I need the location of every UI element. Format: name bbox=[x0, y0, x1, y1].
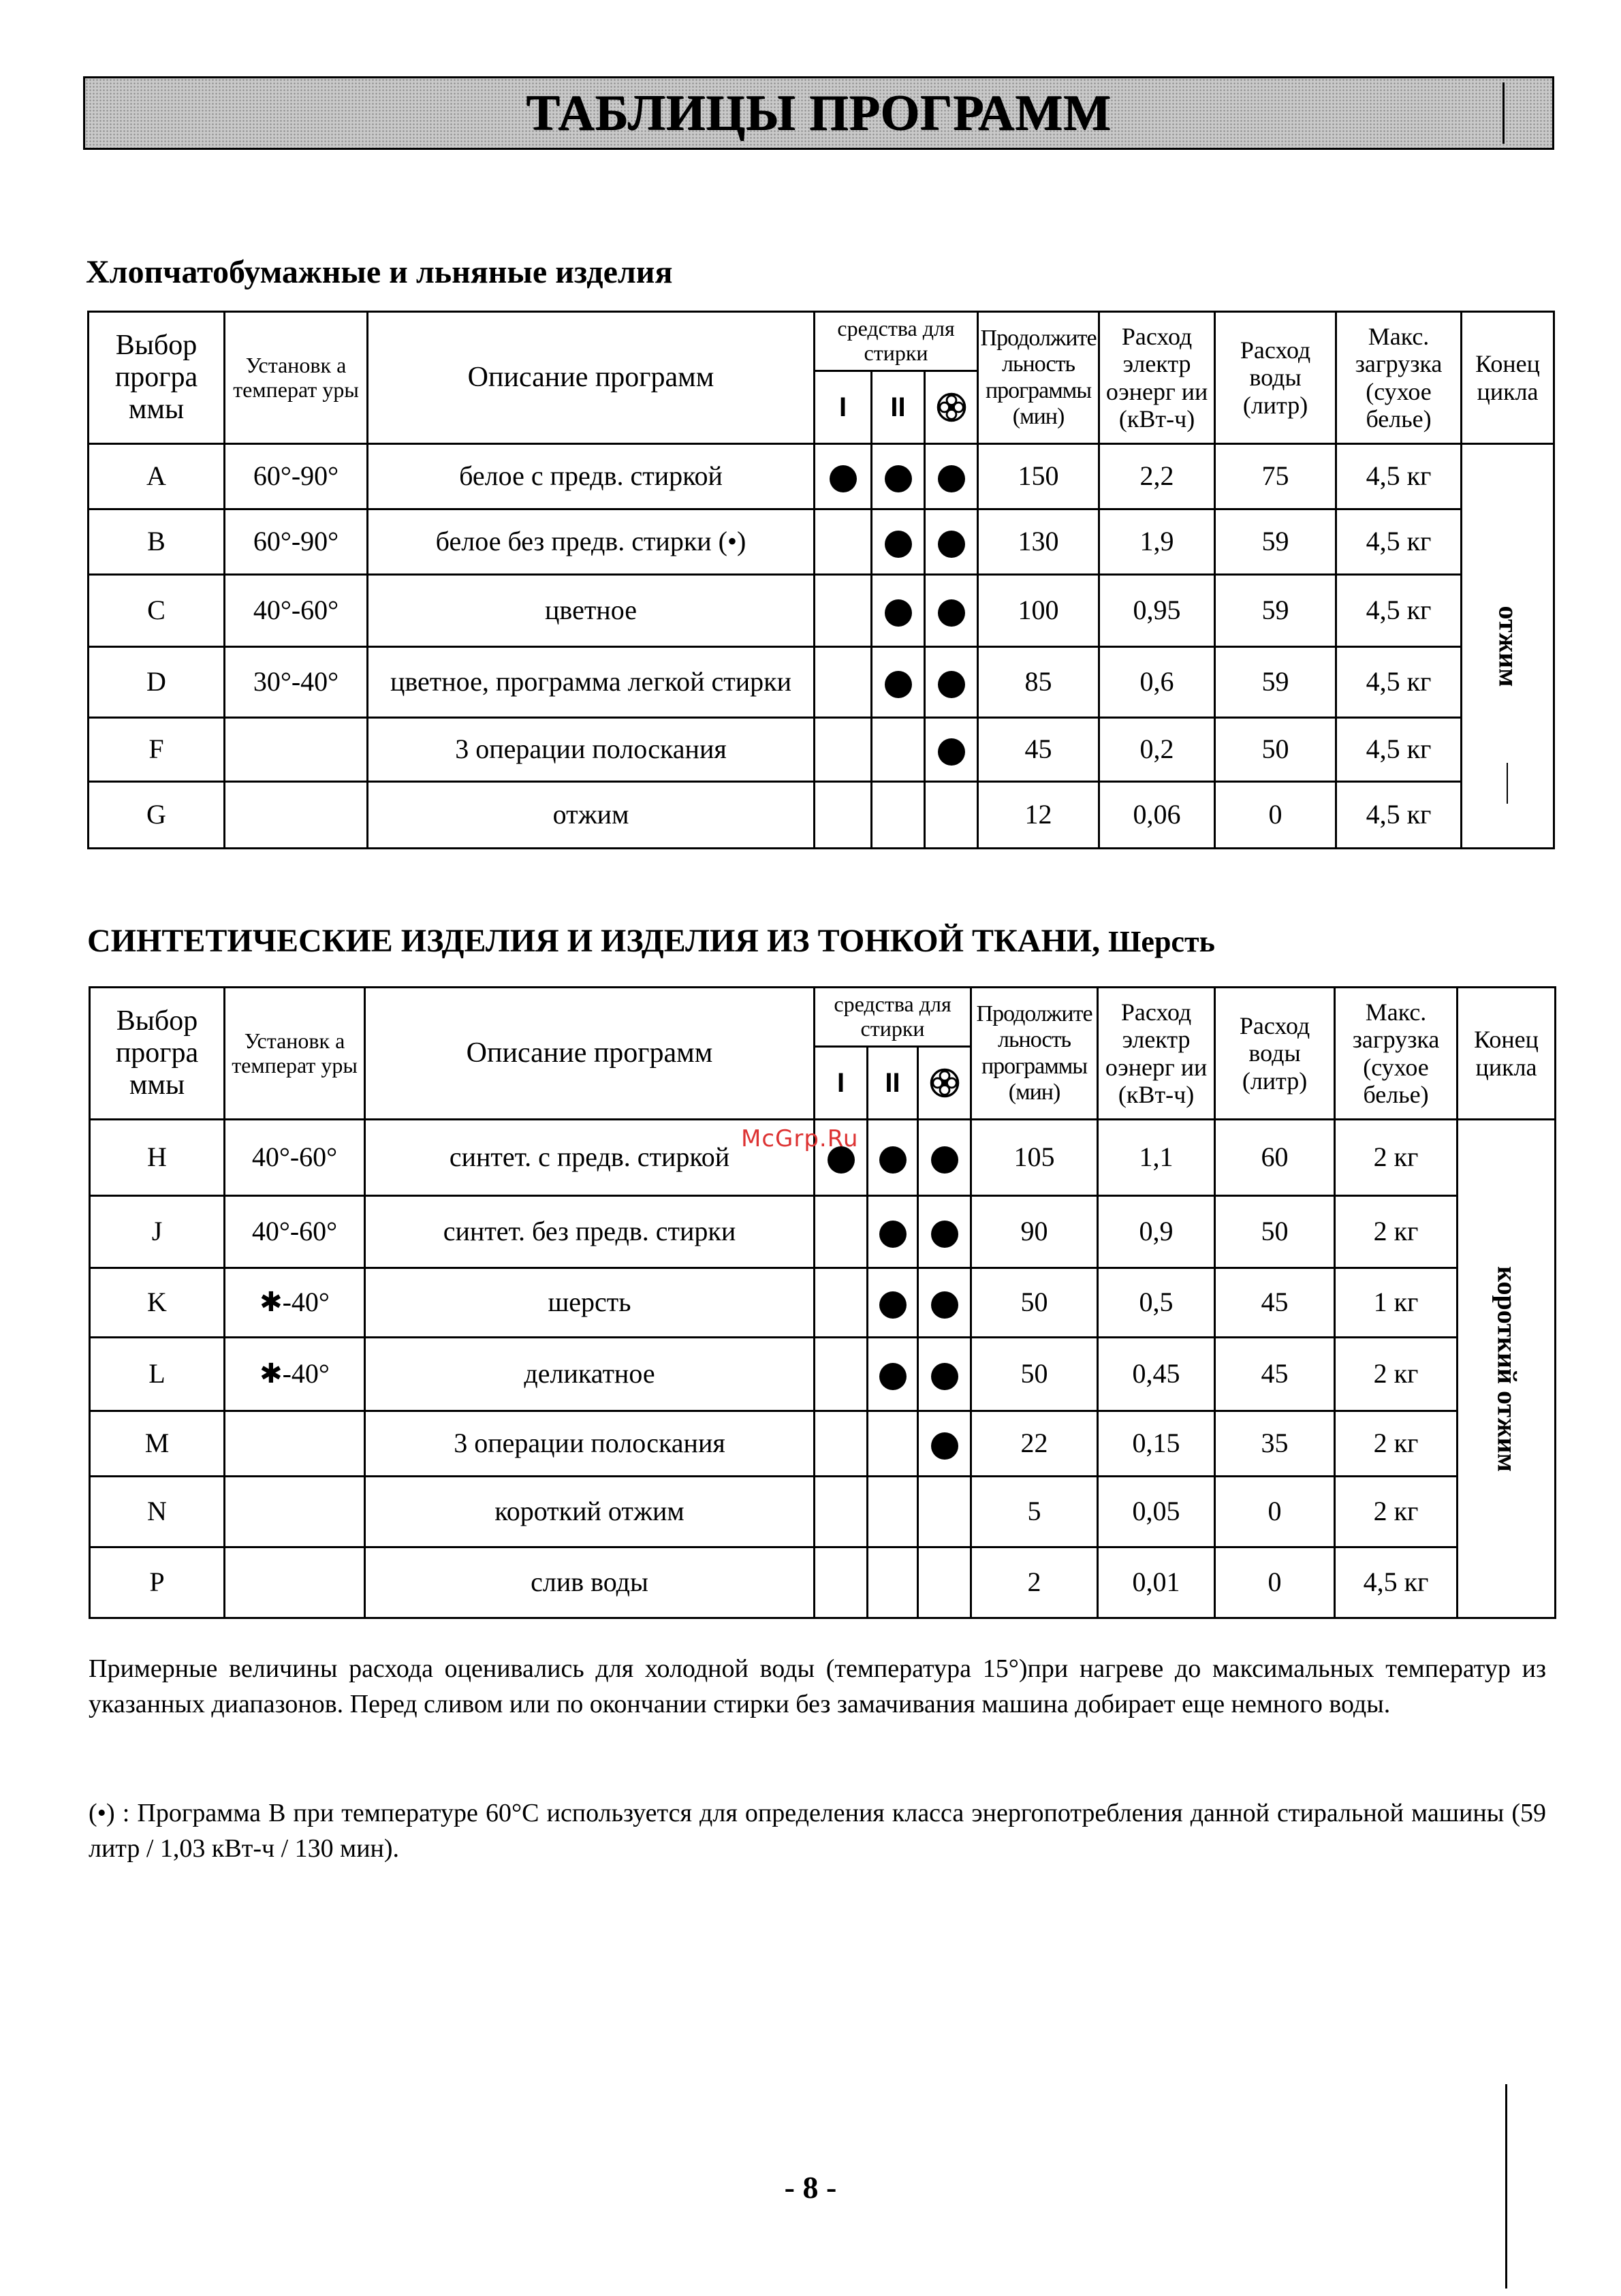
water-value: 0 bbox=[1215, 1547, 1335, 1618]
temperature-range: 30°-40° bbox=[225, 647, 368, 718]
load-value: 4,5 кг bbox=[1336, 647, 1462, 718]
note-energy-class: (•) : Программа В при температуре 60°С используется для определения класса энергопотребления данной стиральной машины (59 литр / 1,03 кВт-ч / 130 мин). bbox=[89, 1799, 1546, 1863]
page-number: - 8 - bbox=[784, 2170, 837, 2205]
col-header-cycle-end: Конец цикла bbox=[1462, 312, 1554, 444]
compartment-3-cell bbox=[918, 1547, 971, 1618]
fabric-softener-flower-icon bbox=[929, 1067, 960, 1099]
compartment-1-cell bbox=[815, 509, 872, 575]
energy-value: 0,06 bbox=[1099, 782, 1215, 849]
dose-dot-icon bbox=[879, 1291, 907, 1319]
compartment-2-label: II bbox=[890, 392, 906, 422]
watermark: McGrp.Ru bbox=[741, 1125, 859, 1152]
temperature-range: 60°-90° bbox=[225, 509, 368, 575]
load-value: 4,5 кг bbox=[1336, 782, 1462, 849]
table-row bbox=[90, 1547, 1556, 1618]
water-value: 50 bbox=[1215, 718, 1336, 782]
compartment-2-cell bbox=[868, 1547, 918, 1618]
compartment-3-cell bbox=[918, 1196, 971, 1268]
program-table-cotton bbox=[87, 311, 1555, 849]
temperature-range: 40°-60° bbox=[225, 1196, 365, 1268]
compartment-1-cell bbox=[815, 782, 872, 849]
compartment-1-cell bbox=[815, 1477, 868, 1547]
compartment-2-cell bbox=[868, 1338, 918, 1411]
duration-value: 12 bbox=[978, 782, 1099, 849]
temperature-range: 40°-60° bbox=[225, 1120, 365, 1196]
program-description: короткий отжим bbox=[365, 1477, 815, 1547]
water-value: 35 bbox=[1215, 1411, 1335, 1477]
program-letter: C bbox=[89, 575, 225, 647]
compartment-2-cell bbox=[868, 1411, 918, 1477]
duration-value: 100 bbox=[978, 575, 1099, 647]
col-header-load: Макс. загрузка (сухое белье) bbox=[1336, 312, 1462, 444]
section-title-text: СИНТЕТИЧЕСКИЕ ИЗДЕЛИЯ И ИЗДЕЛИЯ ИЗ ТОНКОЙ ТКАНИ, bbox=[87, 923, 1101, 959]
dose-dot-icon bbox=[885, 599, 912, 627]
dose-dot-icon bbox=[938, 465, 965, 492]
col-header-energy: Расход электр оэнерг ии (кВт-ч) bbox=[1099, 312, 1215, 444]
dose-dot-icon bbox=[931, 1146, 958, 1174]
banner-divider bbox=[1502, 82, 1505, 144]
program-letter: K bbox=[90, 1268, 225, 1338]
energy-value: 0,9 bbox=[1098, 1196, 1215, 1268]
duration-value: 50 bbox=[971, 1268, 1098, 1338]
compartment-2-cell bbox=[868, 1120, 918, 1196]
dose-dot-icon bbox=[885, 671, 912, 698]
water-value: 59 bbox=[1215, 575, 1336, 647]
load-value: 2 кг bbox=[1335, 1196, 1458, 1268]
program-description: 3 операции полоскания bbox=[368, 718, 815, 782]
col-header-load: Макс. загрузка (сухое белье) bbox=[1335, 988, 1458, 1120]
duration-value: 130 bbox=[978, 509, 1099, 575]
compartment-1-cell bbox=[815, 1196, 868, 1268]
cycle-end-value: короткий отжим bbox=[1491, 1265, 1522, 1472]
compartment-3-cell bbox=[918, 1120, 971, 1196]
duration-value: 2 bbox=[971, 1547, 1098, 1618]
load-value: 2 кг bbox=[1335, 1477, 1458, 1547]
dose-dot-icon bbox=[931, 1291, 958, 1319]
compartment-3-cell bbox=[918, 1411, 971, 1477]
program-description: отжим bbox=[368, 782, 815, 849]
note-consumption-estimate: Примерные величины расхода оценивались для холодной воды (температура 15°)при нагреве до максимальных температур из указанных диапазонов. Перед сливом или по окончании стирки без замачивания машина добирает еще немного воды. bbox=[89, 1654, 1546, 1719]
dose-dot-icon bbox=[938, 531, 965, 558]
page-title: ТАБЛИЦЫ ПРОГРАММ bbox=[526, 84, 1112, 141]
compartment-3-cell bbox=[918, 1268, 971, 1338]
duration-value: 85 bbox=[978, 647, 1099, 718]
energy-value: 1,9 bbox=[1099, 509, 1215, 575]
dose-dot-icon bbox=[938, 738, 965, 766]
load-value: 4,5 кг bbox=[1335, 1547, 1458, 1618]
temperature-range: 60°-90° bbox=[225, 444, 368, 509]
table-row bbox=[90, 1196, 1556, 1268]
compartment-2-cell bbox=[868, 1268, 918, 1338]
energy-value: 0,15 bbox=[1098, 1411, 1215, 1477]
compartment-2-cell bbox=[868, 1477, 918, 1547]
load-value: 2 кг bbox=[1335, 1338, 1458, 1411]
compartment-2-cell bbox=[868, 1196, 918, 1268]
energy-value: 2,2 bbox=[1099, 444, 1215, 509]
table-row bbox=[90, 1268, 1556, 1338]
energy-value: 0,2 bbox=[1099, 718, 1215, 782]
table-row bbox=[89, 647, 1554, 718]
dose-dot-icon bbox=[830, 465, 857, 492]
temperature-range bbox=[225, 1547, 365, 1618]
temperature-range: ✱-40° bbox=[225, 1338, 365, 1411]
dose-dot-icon bbox=[931, 1363, 958, 1390]
table-row bbox=[90, 1338, 1556, 1411]
compartment-1-cell bbox=[815, 444, 872, 509]
energy-value: 0,6 bbox=[1099, 647, 1215, 718]
dose-dot-icon bbox=[938, 671, 965, 698]
program-description: слив воды bbox=[365, 1547, 815, 1618]
duration-value: 150 bbox=[978, 444, 1099, 509]
water-value: 0 bbox=[1215, 1477, 1335, 1547]
compartment-3-cell bbox=[925, 509, 978, 575]
program-letter: B bbox=[89, 509, 225, 575]
col-header-water: Расход воды (литр) bbox=[1215, 312, 1336, 444]
temperature-range bbox=[225, 782, 368, 849]
cycle-end-value: отжим bbox=[1492, 606, 1524, 687]
table-row bbox=[89, 718, 1554, 782]
col-header-temperature: Установк а температ уры bbox=[225, 988, 365, 1120]
duration-value: 105 bbox=[971, 1120, 1098, 1196]
section-title-text: Хлопчатобумажные и льняные изделия bbox=[86, 254, 673, 290]
scan-artifact-line bbox=[1505, 2084, 1507, 2289]
col-header-compartment-2 bbox=[872, 371, 925, 444]
program-letter: L bbox=[90, 1338, 225, 1411]
temperature-range bbox=[225, 1477, 365, 1547]
col-header-detergents: средства для стирки bbox=[815, 312, 978, 371]
compartment-3-cell bbox=[918, 1338, 971, 1411]
col-header-compartment-3 bbox=[925, 371, 978, 444]
program-letter: H bbox=[90, 1120, 225, 1196]
col-header-energy: Расход электр оэнерг ии (кВт-ч) bbox=[1098, 988, 1215, 1120]
compartment-1-label: I bbox=[838, 392, 847, 422]
compartment-1-cell bbox=[815, 1338, 868, 1411]
col-header-program: Выбор програ ммы bbox=[89, 312, 225, 444]
col-header-temperature: Установк а температ уры bbox=[225, 312, 368, 444]
compartment-2-cell bbox=[872, 509, 925, 575]
dose-dot-icon bbox=[931, 1221, 958, 1248]
compartment-2-cell bbox=[872, 782, 925, 849]
compartment-1-cell bbox=[815, 718, 872, 782]
compartment-3-cell bbox=[925, 718, 978, 782]
compartment-2-cell bbox=[872, 718, 925, 782]
load-value: 4,5 кг bbox=[1336, 718, 1462, 782]
water-value: 59 bbox=[1215, 509, 1336, 575]
section-subtitle: Шерсть bbox=[1108, 925, 1215, 958]
temperature-range: ✱-40° bbox=[225, 1268, 365, 1338]
program-letter: P bbox=[90, 1547, 225, 1618]
program-description: белое без предв. стирки (•) bbox=[368, 509, 815, 575]
load-value: 4,5 кг bbox=[1336, 509, 1462, 575]
duration-value: 50 bbox=[971, 1338, 1098, 1411]
col-header-compartment-2 bbox=[868, 1047, 918, 1120]
program-letter: D bbox=[89, 647, 225, 718]
program-description: 3 операции полоскания bbox=[365, 1411, 815, 1477]
compartment-2-cell bbox=[872, 575, 925, 647]
col-header-duration: Продолжите льность программы (мин) bbox=[978, 312, 1099, 444]
compartment-2-cell bbox=[872, 647, 925, 718]
program-description: синтет. с предв. стиркой bbox=[365, 1120, 815, 1196]
program-description: белое с предв. стиркой bbox=[368, 444, 815, 509]
fabric-softener-flower-icon bbox=[936, 392, 967, 423]
dose-dot-icon bbox=[885, 465, 912, 492]
program-description: цветное bbox=[368, 575, 815, 647]
program-description: синтет. без предв. стирки bbox=[365, 1196, 815, 1268]
program-letter: J bbox=[90, 1196, 225, 1268]
temperature-range bbox=[225, 1411, 365, 1477]
col-header-cycle-end: Конец цикла bbox=[1458, 988, 1556, 1120]
water-value: 0 bbox=[1215, 782, 1336, 849]
table-row bbox=[90, 1411, 1556, 1477]
dose-dot-icon bbox=[931, 1432, 958, 1460]
program-letter: F bbox=[89, 718, 225, 782]
compartment-3-cell bbox=[925, 782, 978, 849]
compartment-1-label: I bbox=[836, 1067, 845, 1098]
temperature-range: 40°-60° bbox=[225, 575, 368, 647]
compartment-3-cell bbox=[925, 444, 978, 509]
table-row bbox=[89, 444, 1554, 509]
water-value: 60 bbox=[1215, 1120, 1335, 1196]
dose-dot-icon bbox=[879, 1146, 907, 1174]
col-header-compartment-1 bbox=[815, 1047, 868, 1120]
col-header-duration: Продолжите льность программы (мин) bbox=[971, 988, 1098, 1120]
program-description: деликатное bbox=[365, 1338, 815, 1411]
page-banner bbox=[83, 76, 1554, 150]
cycle-end-cell bbox=[1458, 1120, 1556, 1618]
load-value: 2 кг bbox=[1335, 1120, 1458, 1196]
water-value: 75 bbox=[1215, 444, 1336, 509]
compartment-3-cell bbox=[925, 575, 978, 647]
load-value: 4,5 кг bbox=[1336, 575, 1462, 647]
energy-value: 0,95 bbox=[1099, 575, 1215, 647]
load-value: 1 кг bbox=[1335, 1268, 1458, 1338]
dose-dot-icon bbox=[885, 531, 912, 558]
table-row bbox=[89, 509, 1554, 575]
col-header-detergents: средства для стирки bbox=[815, 988, 971, 1047]
table-row bbox=[89, 575, 1554, 647]
temperature-range bbox=[225, 718, 368, 782]
col-header-water: Расход воды (литр) bbox=[1215, 988, 1335, 1120]
compartment-1-cell bbox=[815, 1547, 868, 1618]
dose-dot-icon bbox=[879, 1363, 907, 1390]
compartment-1-cell bbox=[815, 1411, 868, 1477]
program-letter: A bbox=[89, 444, 225, 509]
compartment-3-cell bbox=[918, 1477, 971, 1547]
dose-dot-icon bbox=[879, 1221, 907, 1248]
water-value: 50 bbox=[1215, 1196, 1335, 1268]
program-letter: G bbox=[89, 782, 225, 849]
energy-value: 0,5 bbox=[1098, 1268, 1215, 1338]
duration-value: 45 bbox=[978, 718, 1099, 782]
table-row bbox=[89, 782, 1554, 849]
program-letter: N bbox=[90, 1477, 225, 1547]
compartment-1-cell bbox=[815, 1268, 868, 1338]
section-title-cotton bbox=[86, 253, 672, 291]
duration-value: 90 bbox=[971, 1196, 1098, 1268]
energy-value: 0,45 bbox=[1098, 1338, 1215, 1411]
col-header-compartment-1 bbox=[815, 371, 872, 444]
compartment-3-cell bbox=[925, 647, 978, 718]
col-header-description: Описание программ bbox=[368, 312, 815, 444]
energy-value: 0,05 bbox=[1098, 1477, 1215, 1547]
compartment-1-cell bbox=[815, 575, 872, 647]
dose-dot-icon bbox=[938, 599, 965, 627]
col-header-description: Описание программ bbox=[365, 988, 815, 1120]
compartment-1-cell bbox=[815, 647, 872, 718]
load-value: 4,5 кг bbox=[1336, 444, 1462, 509]
water-value: 59 bbox=[1215, 647, 1336, 718]
col-header-program: Выбор програ ммы bbox=[90, 988, 225, 1120]
load-value: 2 кг bbox=[1335, 1411, 1458, 1477]
table-row bbox=[90, 1477, 1556, 1547]
water-value: 45 bbox=[1215, 1338, 1335, 1411]
compartment-2-cell bbox=[872, 444, 925, 509]
compartment-2-label: II bbox=[885, 1067, 900, 1098]
program-table-synthetics bbox=[89, 986, 1556, 1619]
energy-value: 0,01 bbox=[1098, 1547, 1215, 1618]
col-header-compartment-3 bbox=[918, 1047, 971, 1120]
program-description: цветное, программа легкой стирки bbox=[368, 647, 815, 718]
scan-artifact-line bbox=[1507, 763, 1508, 804]
program-description: шерсть bbox=[365, 1268, 815, 1338]
section-title-synthetics bbox=[87, 922, 1215, 960]
energy-value: 1,1 bbox=[1098, 1120, 1215, 1196]
duration-value: 22 bbox=[971, 1411, 1098, 1477]
water-value: 45 bbox=[1215, 1268, 1335, 1338]
duration-value: 5 bbox=[971, 1477, 1098, 1547]
program-letter: M bbox=[90, 1411, 225, 1477]
